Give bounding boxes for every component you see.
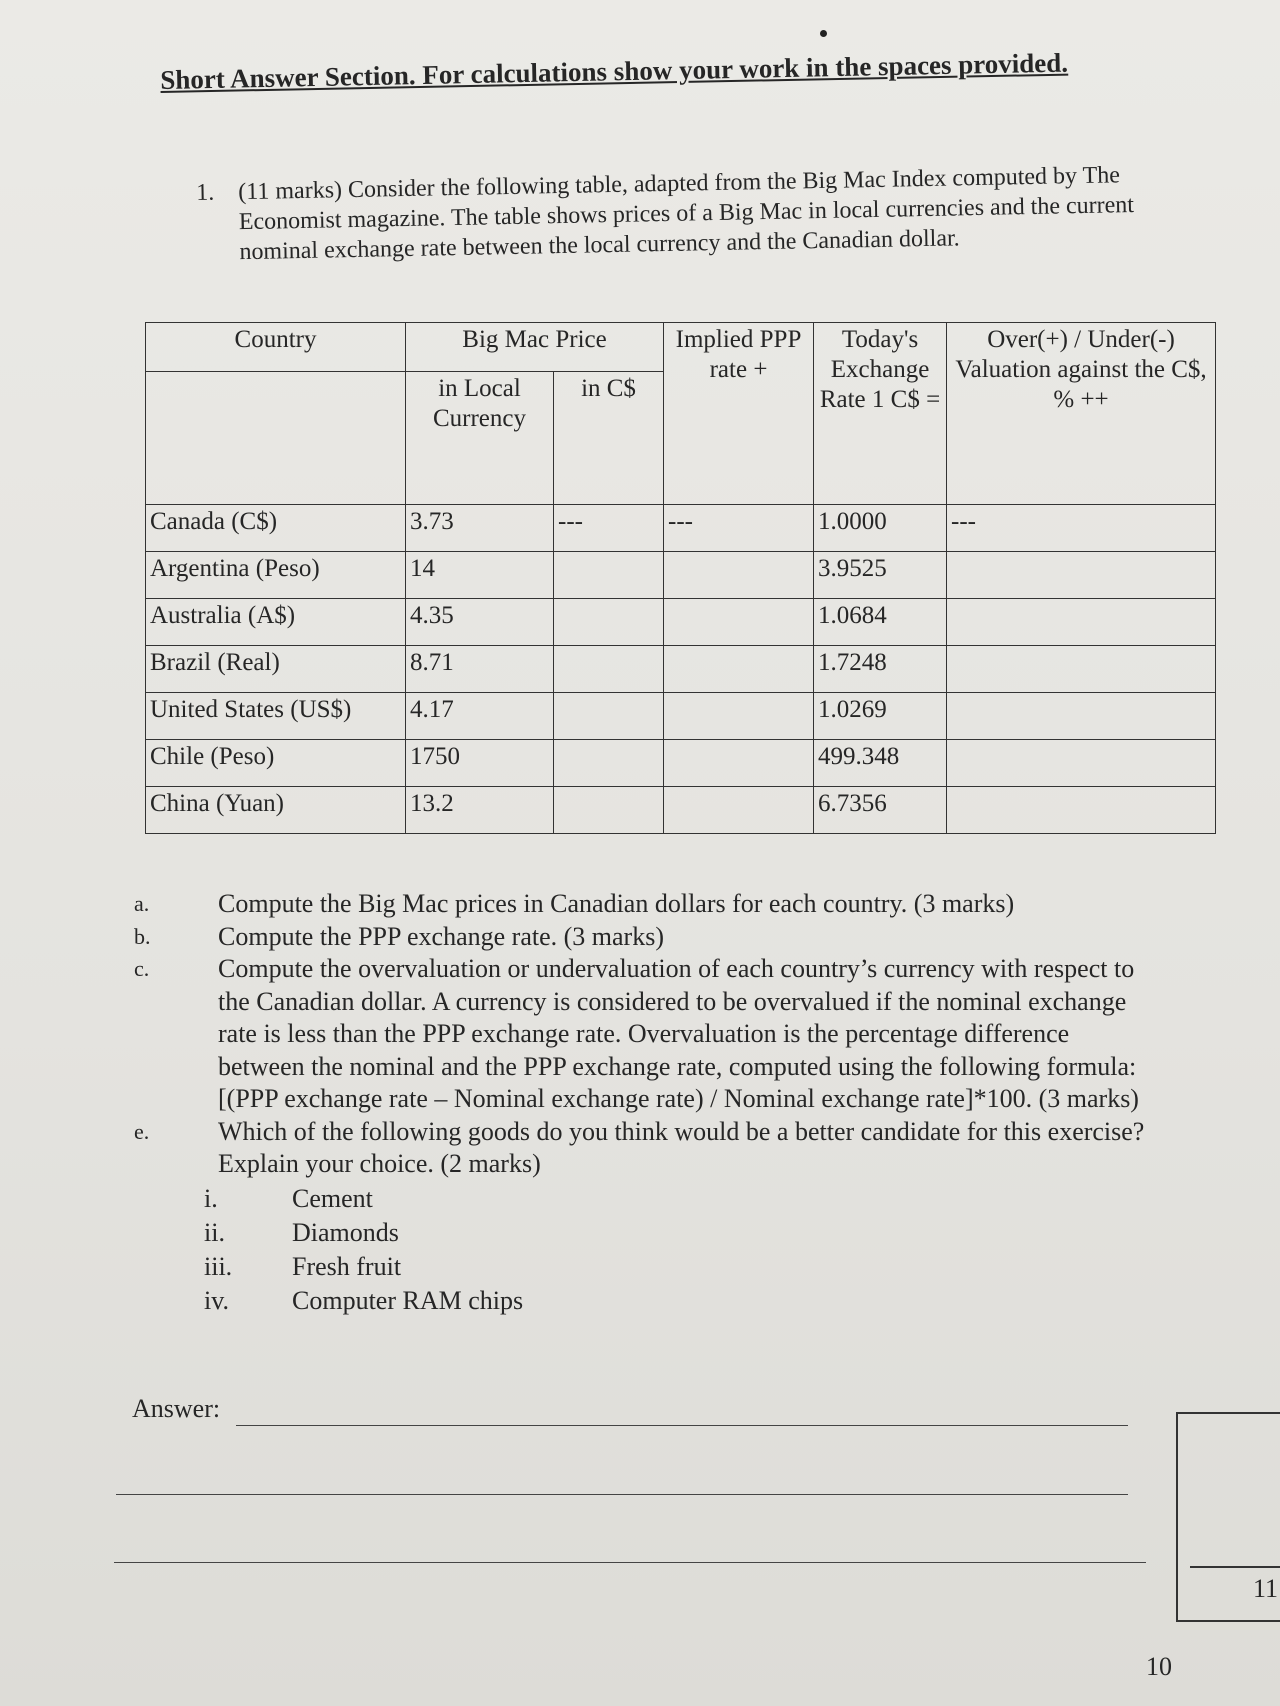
- option-item: [204, 1183, 1148, 1217]
- part-e: [128, 1116, 1148, 1181]
- cell-valuation: ---: [947, 505, 1216, 552]
- header-valuation: Over(+) / Under(-) Valuation against the C$, % ++: [947, 323, 1216, 505]
- option-numeral: ii.: [204, 1217, 225, 1247]
- part-label: c.: [134, 956, 150, 981]
- header-big-mac-price: Big Mac Price: [406, 323, 664, 372]
- cell-cad-price: [554, 599, 664, 646]
- cell-country: Canada (C$): [146, 505, 406, 552]
- cell-ppp: [664, 646, 814, 693]
- cell-local-price: 14: [406, 552, 554, 599]
- cell-valuation: [947, 552, 1216, 599]
- cell-rate: 1.7248: [814, 646, 947, 693]
- cell-country: China (Yuan): [146, 787, 406, 834]
- cell-country: Brazil (Real): [146, 646, 406, 693]
- marks-box: [1176, 1412, 1280, 1622]
- header-todays-rate: Today's Exchange Rate 1 C$ =: [814, 323, 947, 505]
- cell-ppp: ---: [664, 505, 814, 552]
- cell-local-price: 3.73: [406, 505, 554, 552]
- cell-ppp: [664, 599, 814, 646]
- option-text: Computer RAM chips: [292, 1285, 524, 1315]
- cell-ppp: [664, 552, 814, 599]
- cell-ppp: [664, 693, 814, 740]
- cell-valuation: [947, 787, 1216, 834]
- part-label: a.: [134, 891, 150, 916]
- big-mac-table: [145, 322, 1216, 834]
- cell-rate: 1.0269: [814, 693, 947, 740]
- question-number: 1.: [196, 179, 215, 206]
- cell-ppp: [664, 740, 814, 787]
- question-text: (11 marks) Consider the following table, adapted from the Big Mac Index computed by The Economist magazine. The table shows prices of a Big Mac in local currencies and the current nominal exchange rate between the local currency and the Canadian dollar.: [238, 162, 1135, 266]
- cell-valuation: [947, 646, 1216, 693]
- cell-local-price: 8.71: [406, 646, 554, 693]
- cell-cad-price: [554, 646, 664, 693]
- answer-line-1[interactable]: [236, 1425, 1128, 1426]
- cell-local-price: 4.35: [406, 599, 554, 646]
- header-country-blank: [146, 372, 406, 505]
- header-in-cad: in C$: [554, 372, 664, 505]
- cell-rate: 1.0000: [814, 505, 947, 552]
- part-a: [128, 888, 1148, 921]
- cell-local-price: 13.2: [406, 787, 554, 834]
- part-c: [128, 953, 1148, 1116]
- cell-cad-price: [554, 787, 664, 834]
- answer-line-3[interactable]: [114, 1562, 1146, 1563]
- table-row: [146, 740, 1216, 787]
- header-country: Country: [146, 323, 406, 372]
- table-row: [146, 646, 1216, 693]
- option-item: [204, 1285, 1148, 1319]
- option-numeral: i.: [204, 1183, 218, 1213]
- option-numeral: iii.: [204, 1251, 233, 1281]
- part-label: e.: [134, 1118, 150, 1144]
- cell-local-price: 4.17: [406, 693, 554, 740]
- part-text: Which of the following goods do you think would be a better candidate for this exercise? Explain your choice. (2 marks): [218, 1116, 1145, 1178]
- section-heading: Short Answer Section. For calculations show your work in the spaces provided.: [160, 47, 1069, 95]
- ink-dot: [820, 30, 827, 37]
- cell-rate: 6.7356: [814, 787, 947, 834]
- table-row: [146, 787, 1216, 834]
- cell-valuation: [947, 740, 1216, 787]
- cell-cad-price: ---: [554, 505, 664, 552]
- answer-label: Answer:: [132, 1394, 221, 1423]
- marks-total: 11: [1252, 1574, 1278, 1603]
- cell-rate: 499.348: [814, 740, 947, 787]
- answer-line-2[interactable]: [116, 1494, 1128, 1495]
- table-row: [146, 693, 1216, 740]
- cell-rate: 1.0684: [814, 599, 947, 646]
- option-text: Cement: [292, 1183, 373, 1213]
- cell-local-price: 1750: [406, 740, 554, 787]
- question-1: [196, 160, 1138, 268]
- cell-rate: 3.9525: [814, 552, 947, 599]
- part-b: [128, 921, 1148, 954]
- question-parts: [128, 888, 1148, 1319]
- part-text: Compute the overvaluation or undervaluation of each country’s currency with respect to the Canadian dollar. A currency is considered to be overvalued if the nominal exchange rate is less than the PPP exchange rate. Overvaluation is the percentage difference between the nominal and the PPP exchange rate, computed using the following formula: [(PPP exchange rate – Nominal exchange rate) / Nominal exchange rate]*100. (3 marks): [218, 954, 1139, 1113]
- part-text: Compute the PPP exchange rate. (3 marks): [218, 921, 664, 951]
- option-item: [204, 1217, 1148, 1251]
- table-row: [146, 599, 1216, 646]
- page-number: 10: [1146, 1652, 1172, 1681]
- table-row: [146, 505, 1216, 552]
- marks-divider: [1190, 1566, 1280, 1568]
- header-in-local: in Local Currency: [406, 372, 554, 505]
- cell-ppp: [664, 787, 814, 834]
- cell-cad-price: [554, 552, 664, 599]
- cell-cad-price: [554, 693, 664, 740]
- part-label: b.: [134, 923, 151, 949]
- header-implied-ppp: Implied PPP rate +: [664, 323, 814, 505]
- option-text: Fresh fruit: [292, 1251, 402, 1281]
- cell-country: Argentina (Peso): [146, 552, 406, 599]
- table-row: [146, 552, 1216, 599]
- cell-valuation: [947, 693, 1216, 740]
- cell-cad-price: [554, 740, 664, 787]
- option-item: [204, 1251, 1148, 1285]
- part-text: Compute the Big Mac prices in Canadian dollars for each country. (3 marks): [218, 889, 1015, 918]
- option-list: [204, 1183, 1148, 1319]
- option-text: Diamonds: [292, 1217, 399, 1247]
- option-numeral: iv.: [204, 1285, 230, 1315]
- cell-country: United States (US$): [146, 693, 406, 740]
- cell-valuation: [947, 599, 1216, 646]
- cell-country: Australia (A$): [146, 599, 406, 646]
- cell-country: Chile (Peso): [146, 740, 406, 787]
